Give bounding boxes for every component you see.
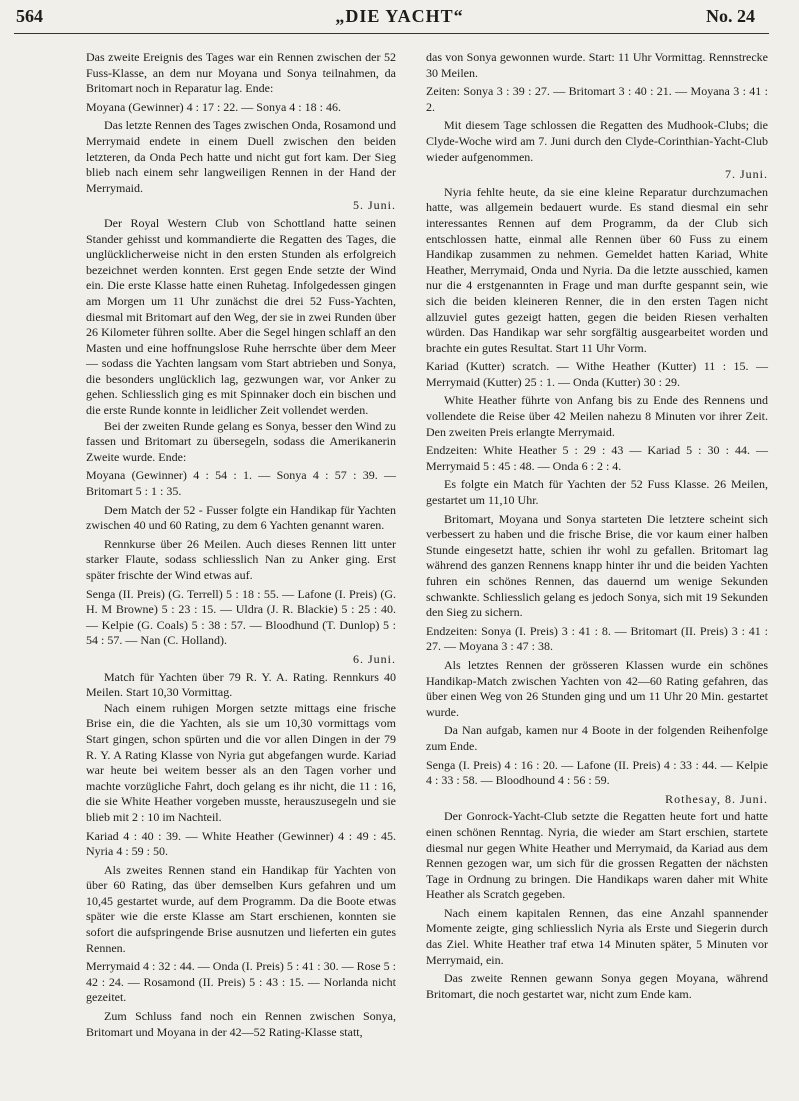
date-heading: 7. Juni. <box>724 167 768 182</box>
header-rule <box>14 33 769 34</box>
paragraph: Match für Yachten über 79 R. Y. A. Rating. Rennkurs 40 Meilen. Start 10,30 Vormittag. <box>86 669 396 700</box>
journal-title: „DIE YACHT“ <box>335 6 464 26</box>
paragraph: Bei der zweiten Runde gelang es Sonya, besser den Wind zu fassen und Britomart zu übersegeln, sodass die Amerikanerin Zweite wurde. Ende: <box>86 418 396 464</box>
page-number: 564 <box>16 6 43 26</box>
race-result: Kariad 4 : 40 : 39. — White Heather (Gewinner) 4 : 49 : 45. Nyria 4 : 59 : 50. <box>86 828 396 859</box>
paragraph: Nach einem ruhigen Morgen setzte mittags eine frische Brise ein, die die Yachten, als sie um 10,30 vormittags vom Start gingen, schon spürten und die vor allen Dingen in der 79 R. Y. A Rating Klasse von Nyria gut abgefangen wurde. Kariad war heute bei weitem besser als an den Tagen vorher und machte vorzügliche Fahrt, doch gelang es ihr nicht, die 11 : 16, die sie White Heather vorgeben musste, herauszusegeln und sie blieb mit 2 : 10 im Nachteil. <box>86 700 396 824</box>
paragraph: Der Royal Western Club von Schottland hatte seinen Stander gehisst und kommandierte die Regatten des Tages, die unglücklicherweise nicht in den ersten Stunden als erfolgreich bezeichnet werden konnten. Erst gegen Ende setzte der Wind ein. Die erste Klasse hatte einen Ruhetag. Infolgedessen gingen am Morgen um 11 Uhr zunächst die drei 52 Fuss-Yachten, diesmal mit Britomart auf den Weg, der sie in zwei Runden über 26 Kilometer führen sollte. Aber die Segel hingen schlaff an den Masten und eine hoffnungslose Ruhe herrschte über dem Meer — sodass die Yachten langsam vom Start abtrieben und Sonya, die besonders unglücklich lag, gezwungen war, vor Anker zu gehen. Schliesslich ging es mit Spinnaker doch ein bischen und die erste Runde konnte in leidlicher Zeit vollendet werden. <box>86 215 396 418</box>
date-heading: 6. Juni. <box>352 651 396 666</box>
paragraph: Rennkurse über 26 Meilen. Auch dieses Rennen litt unter starker Flaute, sodass schliesslich Nan zu Anker ging. Erst später frischte der Wind etwas auf. <box>86 536 396 582</box>
paragraph: Das zweite Rennen gewann Sonya gegen Moyana, während Britomart, die noch gestartet war, nicht zum Ende kam. <box>426 971 768 1001</box>
paragraph: Britomart, Moyana und Sonya starteten Die letztere scheint sich verbessert zu haben und die frische Brise, die vor kaum einer halben Stunde eingesetzt hatte, schien ihr wohl zu gefallen. Britomart lag während des ganzen Rennens knapp hinter ihr und die beiden Yachten fuhren ein schönes Rennen, das dauernd um wenige Sekunden schwankte. Schliesslich gelang es jedoch Sonya, sich mit 19 Sekunden den Sieg zu sichern. <box>426 511 768 620</box>
paragraph: Da Nan aufgab, kamen nur 4 Boote in der folgenden Reihenfolge zum Ende. <box>426 723 768 753</box>
paragraph: White Heather führte von Anfang bis zu Ende des Rennens und vollendete die Reise über 42 Meilen nahezu 8 Minuten vor ihrer Zeit. Den zweiten Preis erlangte Merrymaid. <box>426 393 768 439</box>
paragraph: Als letztes Rennen der grösseren Klassen wurde ein schönes Handikap-Match zwischen Yachten von 42—60 Rating gefahren, das über einen Weg von 26 Stunden ging und um 11 Uhr 20 Min. gestartet wurde. <box>426 657 768 719</box>
paragraph: Nach einem kapitalen Rennen, das eine Anzahl spannender Momente zeigte, ging schliesslich Nyria als Erste und Siegerin durch das Ziel. White Heather traf etwa 14 Minuten später, 5 Minuten vor Merrymaid, ein. <box>426 905 768 967</box>
right-column <box>426 50 768 1002</box>
left-column <box>86 50 396 1040</box>
race-result: Endzeiten: Sonya (I. Preis) 3 : 41 : 8. — Britomart (II. Preis) 3 : 41 : 27. — Moyana 3 : 47 : 38. <box>426 623 768 654</box>
date-heading: Rothesay, 8. Juni. <box>665 791 768 806</box>
paragraph: Der Gonrock-Yacht-Club setzte die Regatten heute fort und hatte einen schönen Renntag. Nyria, die wieder am Start erschien, startete diesmal nur gegen White Heather und Merrymaid, da Kariad aus dem Rennen gezogen war, um sich für die grossen Regatten der nächsten Tage in Ordnung zu bringen. Die Handikaps waren daher mit White Heather als Scratch gegeben. <box>426 809 768 902</box>
paragraph: Mit diesem Tage schlossen die Regatten des Mudhook-Clubs; die Clyde-Woche wird am 7. Juni durch den Clyde-Corinthian-Yacht-Club wieder aufgenommen. <box>426 118 768 164</box>
paragraph: das von Sonya gewonnen wurde. Start: 11 Uhr Vormittag. Rennstrecke 30 Meilen. <box>426 50 768 80</box>
race-result: Kariad (Kutter) scratch. — Withe Heather (Kutter) 11 : 15. — Merrymaid (Kutter) 25 : 1. — Onda (Kutter) 30 : 29. <box>426 359 768 389</box>
race-result: Moyana (Gewinner) 4 : 17 : 22. — Sonya 4 : 18 : 46. <box>86 99 341 114</box>
race-result: Moyana (Gewinner) 4 : 54 : 1. — Sonya 4 : 57 : 39. — Britomart 5 : 1 : 35. <box>86 468 396 499</box>
paragraph: Als zweites Rennen stand ein Handikap für Yachten von über 60 Rating, das über demselben Kurs gefahren und um 10,45 gestartet wurde, auf dem Programm. Da die Boote etwas später wie die erste Klasse am Start erschienen, konnten sie sofort die aufspringende Brise ausnutzen und lieferten ein gutes Rennen. <box>86 862 396 955</box>
date-heading: 5. Juni. <box>352 198 396 213</box>
paragraph: Zum Schluss fand noch ein Rennen zwischen Sonya, Britomart und Moyana in der 42—52 Rating-Klasse statt, <box>86 1009 396 1039</box>
paragraph: Das zweite Ereignis des Tages war ein Rennen zwischen der 52 Fuss-Klasse, an dem nur Moyana und Sonya teilnahmen, da Britomart noch in Reparatur lag. Ende: <box>86 50 396 96</box>
race-result: Merrymaid 4 : 32 : 44. — Onda (I. Preis) 5 : 41 : 30. — Rose 5 : 42 : 24. — Rosamond (II. Preis) 5 : 43 : 15. — Norlanda nicht gezeitet. <box>86 959 396 1005</box>
race-result: Endzeiten: White Heather 5 : 29 : 43 — Kariad 5 : 30 : 44. — Merrymaid 5 : 45 : 48. — Onda 6 : 2 : 4. <box>426 443 768 473</box>
paragraph: Das letzte Rennen des Tages zwischen Onda, Rosamond und Merrymaid endete in einem Duell zwischen den beiden letzteren, da Onda Pech hatte und nicht gut fort kam. Der Sieg blieb nach einem sehr langweiligen Rennen in der Hand der Merrymaid. <box>86 118 396 195</box>
paragraph: Dem Match der 52 - Fusser folgte ein Handikap für Yachten zwischen 40 und 60 Rating, zu dem 6 Yachten genannt waren. <box>86 502 396 533</box>
race-result: Zeiten: Sonya 3 : 39 : 27. — Britomart 3 : 40 : 21. — Moyana 3 : 41 : 2. <box>426 84 768 114</box>
race-result: Senga (I. Preis) 4 : 16 : 20. — Lafone (II. Preis) 4 : 33 : 44. — Kelpie 4 : 33 : 58. — Bloodhound 4 : 56 : 59. <box>426 757 768 788</box>
paragraph: Nyria fehlte heute, da sie eine kleine Reparatur durchzumachen hatte, was allgemein bedauert wurde. Es stand diesmal ein sehr interessantes Rennen auf dem Programm, da der Club sich entschlossen hatte, einmal alle Rennen über 60 Fuss zu einem Handikap zusammen zu nehmen. Gemeldet hatten Kariad, White Heather, Merrymaid, Onda und Nyria. Da die letzte ausschied, kamen nur die 4 erstgenannten in Frage und man durfte gespannt sein, wie sich die beiden kleineren Renner, die in den ersten Tagen nicht allzuviel gutes gezeigt hatten, gegen die beiden Riesen verhalten würden. Das Handikap war sehr sorgfältig ausgearbeitet worden und brachte ein gutes Resultat. Start 11 Uhr Vorm. <box>426 184 768 355</box>
issue-number: No. 24 <box>706 6 755 26</box>
race-result: Senga (II. Preis) (G. Terrell) 5 : 18 : 55. — Lafone (I. Preis) (G. H. M Browne) 5 : 23 : 15. — Uldra (J. R. Blackie) 5 : 25 : 40. — Kelpie (G. Coals) 5 : 38 : 57. — Bloodhund (T. Dunlop) 5 : 54 : 57. — Nan (C. Holland). <box>86 586 396 648</box>
paragraph: Es folgte ein Match für Yachten der 52 Fuss Klasse. 26 Meilen, gestartet um 11,10 Uhr. <box>426 477 768 508</box>
